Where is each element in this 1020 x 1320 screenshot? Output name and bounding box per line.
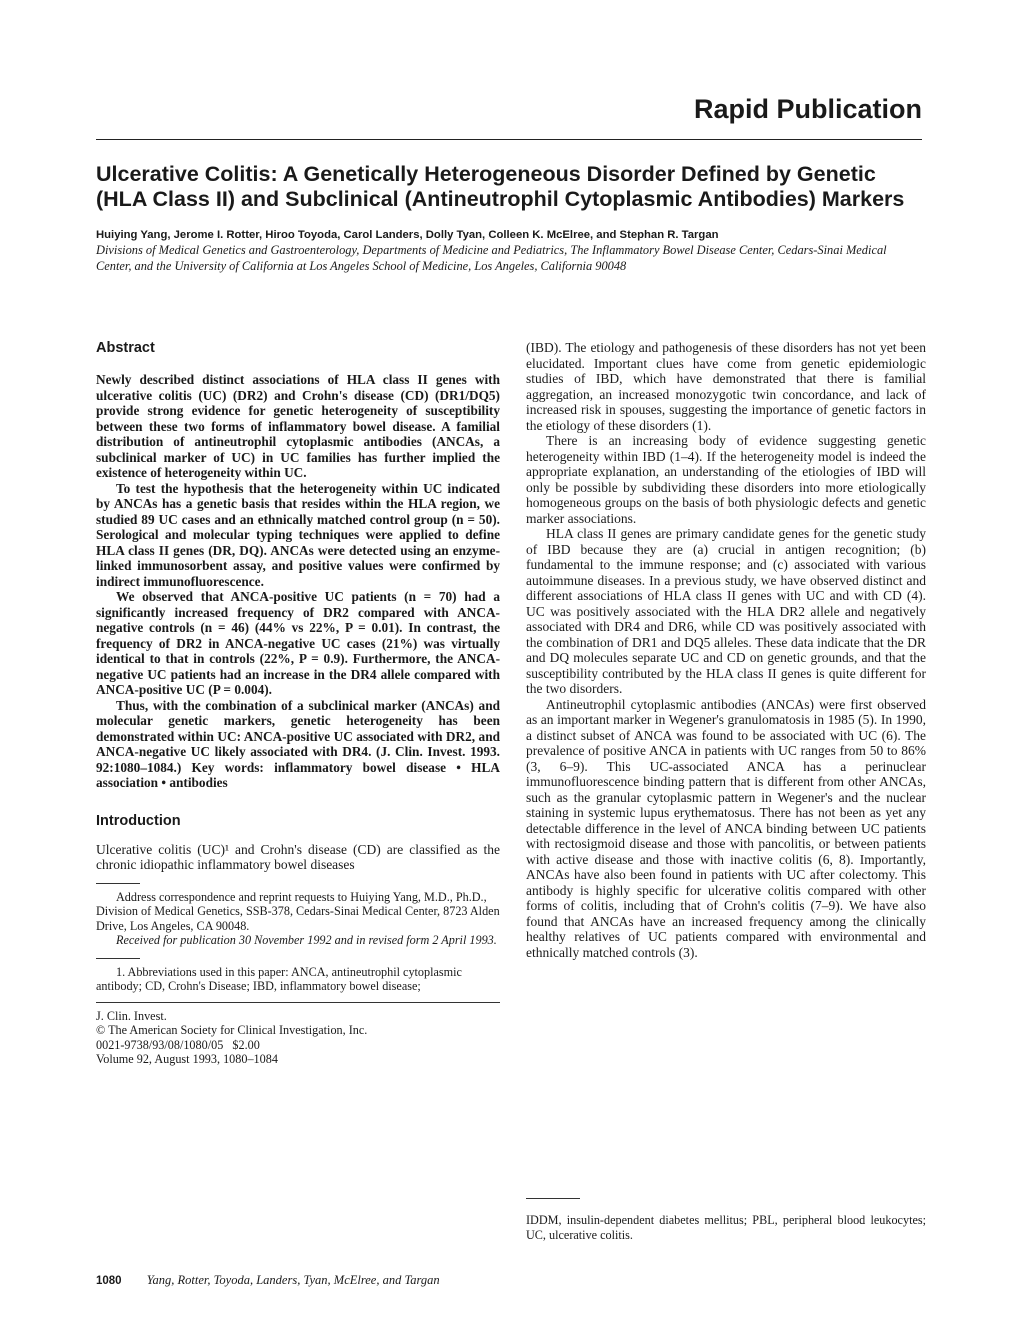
right-footnote-rule	[526, 1198, 580, 1199]
journal-rule	[96, 1002, 500, 1003]
right-column	[526, 340, 926, 960]
abstract-paragraph: We observed that ANCA-positive UC patients (n = 70) had a significantly increased frequency of DR2 compared with ANCA-negative controls (n = 46) (44% vs 22%, P = 0.01). In contrast, the frequency of DR2 in ANCA-negative UC cases (21%) was virtually identical to that in controls (22%, P = 0.9). Furthermore, the ANCA-negative UC patients had an increase in the DR4 allele compared with ANCA-positive UC (P = 0.004).	[96, 589, 500, 697]
left-column	[96, 340, 500, 1067]
abbreviations-text: 1. Abbreviations used in this paper: ANCA, antineutrophil cytoplasmic antibody; CD, Crohn's Disease; IBD, inflammatory bowel disease;	[96, 964, 462, 993]
intro-paragraph: HLA class II genes are primary candidate genes for the genetic study of IBD because they are (a) crucial in antigen recognition; (b) fundamental to the immune response; and (c) associated with various autoimmune diseases. In a previous study, we have observed distinct and different associations of HLA class II genes with UC and with CD (4). UC was positively associated with the HLA DR2 allele and negatively associated with DR4 and DR6, while CD was positively associated with the combination of DR1 and DQ5 alleles. These data indicate that the DR and DQ molecules separate UC and CD on genetic grounds, and that the susceptibility contributed by the HLA class II genes is quite different for the two disorders.	[526, 526, 926, 696]
intro-paragraph: Antineutrophil cytoplasmic antibodies (ANCAs) were first observed as an important marker in Wegener's granulomatosis in 1985 (5). In 1990, a distinct subset of ANCA was found to be associated with UC (6). The prevalence of positive ANCA in patients with UC ranges from 50 to 86% (3, 6–9). This UC-associated ANCA has a perinuclear immunofluorescence binding pattern that is different from other ANCAs, such as the granular cytoplasmic pattern in Wegener's and the nuclear staining in systemic lupus erythematosus. There has not been as yet any detectable difference in the level of ANCA binding between UC patients with rectosigmoid disease and those with pancolitis, or between patients with active disease and those with inactive colitis (6, 8). Importantly, ANCAs have also been found in patients with UC after colectomy. This antibody is highly specific for ulcerative colitis compared with other forms of colitis, including that of Crohn's colitis (7–9). We have also found that ANCAs have an increased frequency among the clinically healthy relatives of UC patients compared with environmental and ethnically matched controls (3).	[526, 696, 926, 960]
intro-paragraph: There is an increasing body of evidence suggesting genetic heterogeneity within IBD (1–4). If the heterogeneity model is indeed the appropriate explanation, an understanding of the etiologies of IBD will only be possible by subdividing these disorders into more etiologically homogeneous groups on the basis of both physiologic defects and genetic marker associations.	[526, 433, 926, 526]
footnote-rule	[96, 958, 140, 959]
journal-issn: 0021-9738/93/08/1080/05 $2.00	[96, 1037, 260, 1052]
journal-volume: Volume 92, August 1993, 1080–1084	[96, 1052, 278, 1066]
paper-title: Ulcerative Colitis: A Genetically Heterogeneous Disorder Defined by Genetic (HLA Class II) and Subclinical (Antineutrophil Cytoplasmic Antibodies) Markers	[96, 162, 905, 211]
correspondence-address: Address correspondence and reprint requests to Huiying Yang, M.D., Ph.D., Division of Medical Genetics, SSB-378, Cedars-Sinai Medical Center, 8723 Alden Drive, Los Angeles, CA 90048.	[96, 889, 500, 933]
introduction-heading: Introduction	[96, 812, 181, 829]
intro-paragraph: Ulcerative colitis (UC)¹ and Crohn's disease (CD) are classified as the chronic idiopathic inflammatory bowel diseases	[96, 841, 500, 872]
page-footer	[96, 1273, 596, 1288]
correspondence-note	[96, 890, 500, 948]
page-number: 1080	[96, 1275, 122, 1287]
abstract-heading: Abstract	[96, 340, 155, 356]
intro-paragraph: (IBD). The etiology and pathogenesis of these disorders has not yet been elucidated. Important clues have come from genetic epidemiologic studies of IBD, which have demonstrated that there is familial aggregation, an increased monozygotic twin concordance, and lack of increased risk in spouses, suggesting the importance of genetic factors in the etiology of these disorders (1).	[526, 340, 926, 433]
abstract-paragraph: To test the hypothesis that the heterogeneity within UC indicated by ANCAs has a genetic basis that resides within the HLA region, we studied 89 UC cases and an ethnically matched control group (n = 50). Serological and molecular typing techniques were applied to define HLA class II genes (DR, DQ). ANCAs were detected using an enzyme-linked immunosorbent assay, and positive values were confirmed by indirect immunofluorescence.	[96, 480, 500, 589]
journal-name: J. Clin. Invest.	[96, 1008, 167, 1023]
abbreviations-footnote	[96, 965, 500, 994]
abbreviations-footnote-continued: IDDM, insulin-dependent diabetes mellitus; PBL, peripheral blood leukocytes; UC, ulcerative colitis.	[526, 1213, 926, 1242]
section-label: Rapid Publication	[693, 94, 922, 124]
abstract-paragraph: Thus, with the combination of a subclinical marker (ANCAs) and molecular genetic markers, genetic heterogeneity has been demonstrated within UC: ANCA-positive UC associated with DR2, and ANCA-negative UC likely associated with DR4. (J. Clin. Invest. 1993. 92:1080–1084.) Key words: inflammatory bowel disease • HLA association • antibodies	[96, 697, 500, 790]
journal-copyright: © The American Society for Clinical Investigation, Inc.	[96, 1023, 368, 1037]
abstract-section	[96, 340, 500, 791]
correspondence-rule	[96, 883, 140, 884]
author-list: Huiying Yang, Jerome I. Rotter, Hiroo Toyoda, Carol Landers, Dolly Tyan, Colleen K. McElree, and Stephan R. Targan	[96, 229, 719, 241]
header-rule	[96, 139, 922, 140]
affiliations: Divisions of Medical Genetics and Gastroenterology, Departments of Medicine and Pediatrics, The Inflammatory Bowel Disease Center, Cedars-Sinai Medical Center, and the University of California at Los Angeles School of Medicine, Los Angeles, California 90048	[96, 243, 887, 273]
abstract-paragraph: Newly described distinct associations of HLA class II genes with ulcerative colitis (UC) (DR2) and Crohn's disease (CD) (DR1/DQ5) provide strong evidence for genetic heterogeneity of susceptibility between these two forms of inflammatory bowel disease. A familial distribution of antineutrophil cytoplasmic antibodies (ANCAs, a subclinical marker of UC) in UC families has further implied the existence of heterogeneity within UC.	[96, 372, 500, 480]
running-authors: Yang, Rotter, Toyoda, Landers, Tyan, McElree, and Targan	[146, 1273, 440, 1287]
received-date: Received for publication 30 November 1992 and in revised form 2 April 1993.	[116, 933, 497, 947]
journal-info	[96, 1009, 500, 1067]
